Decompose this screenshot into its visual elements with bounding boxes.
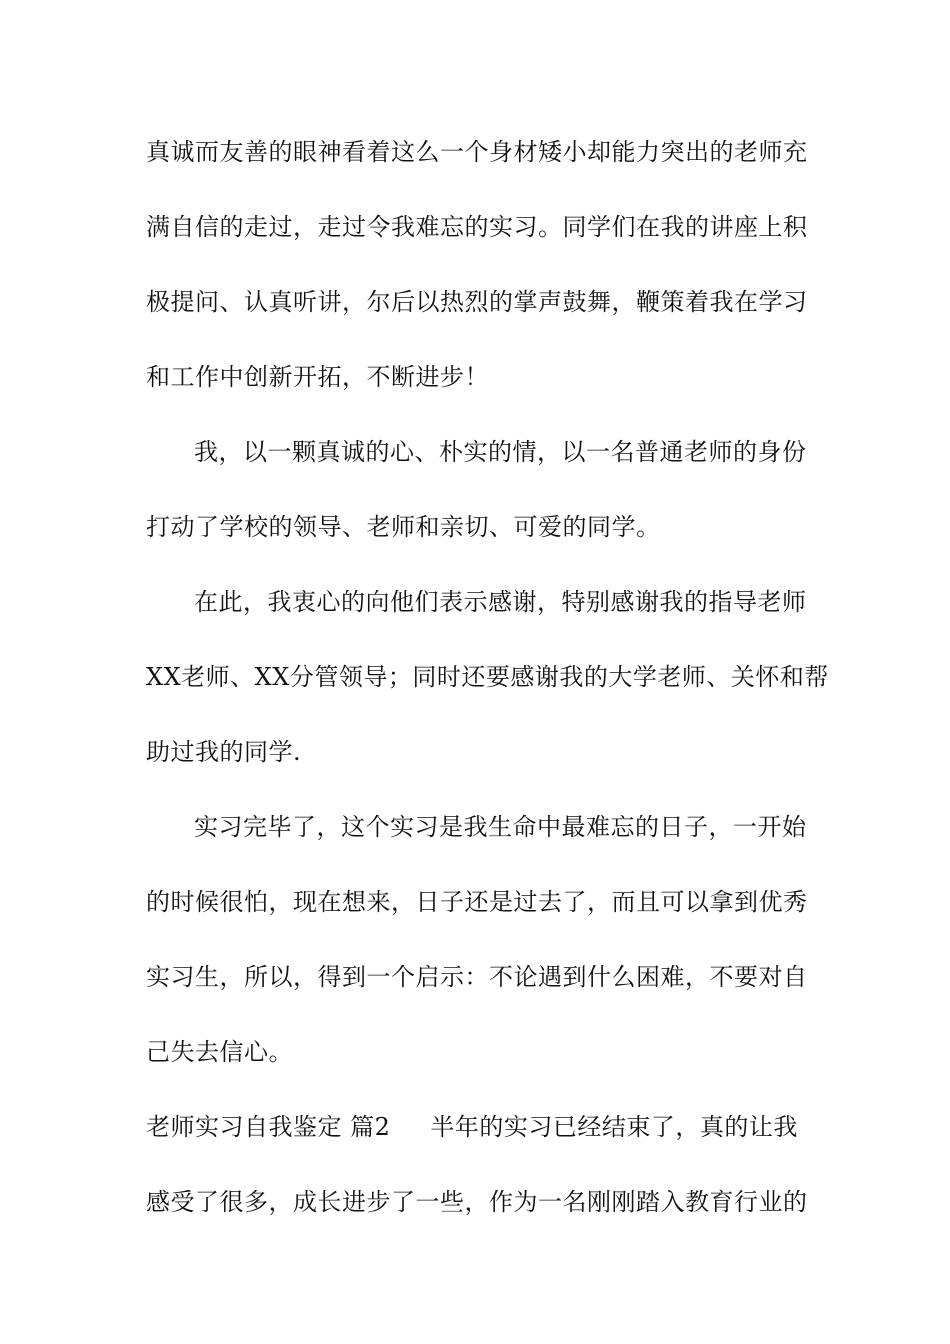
text-line: 实习生，所以，得到一个启示：不论遇到什么困难，不要对自 [146,963,808,991]
text-line: 的时候很怕，现在想来，日子还是过去了，而且可以拿到优秀 [146,888,808,916]
paragraph-start-line: 实习完毕了，这个实习是我生命中最难忘的日子，一开始 [194,813,807,841]
document-body [146,128,829,1253]
section-heading-line [146,1103,810,1178]
text-line: 感受了很多，成长进步了一些，作为一名刚刚踏入教育行业的 [146,1188,808,1216]
text-line: 真诚而友善的眼神看着这么一个身材矮小却能力突出的老师充 [146,138,808,166]
paragraph-start-line: 在此，我衷心的向他们表示感谢，特别感谢我的指导老师 [194,588,807,616]
text-line: 满自信的走过，走过令我难忘的实习。同学们在我的讲座上积 [146,213,808,241]
text-line: 助过我的同学. [146,738,302,766]
text-line: 和工作中创新开拓，不断进步！ [146,363,489,391]
text-line: 打动了学校的领导、老师和亲切、可爱的同学。 [146,513,661,541]
text-line: XX老师、XX分管领导；同时还要感谢我的大学老师、关怀和帮 [146,663,829,691]
text-line: 己失去信心。 [146,1038,293,1066]
text-line: 极提问、认真听讲，尔后以热烈的掌声鼓舞，鞭策着我在学习 [146,288,808,316]
section-heading: 老师实习自我鉴定 篇2 [146,1113,391,1141]
paragraph-start-line: 我，以一颗真诚的心、朴实的情，以一名普通老师的身份 [194,438,807,466]
section-heading-continuation: 半年的实习已经结束了，真的让我 [430,1113,798,1141]
